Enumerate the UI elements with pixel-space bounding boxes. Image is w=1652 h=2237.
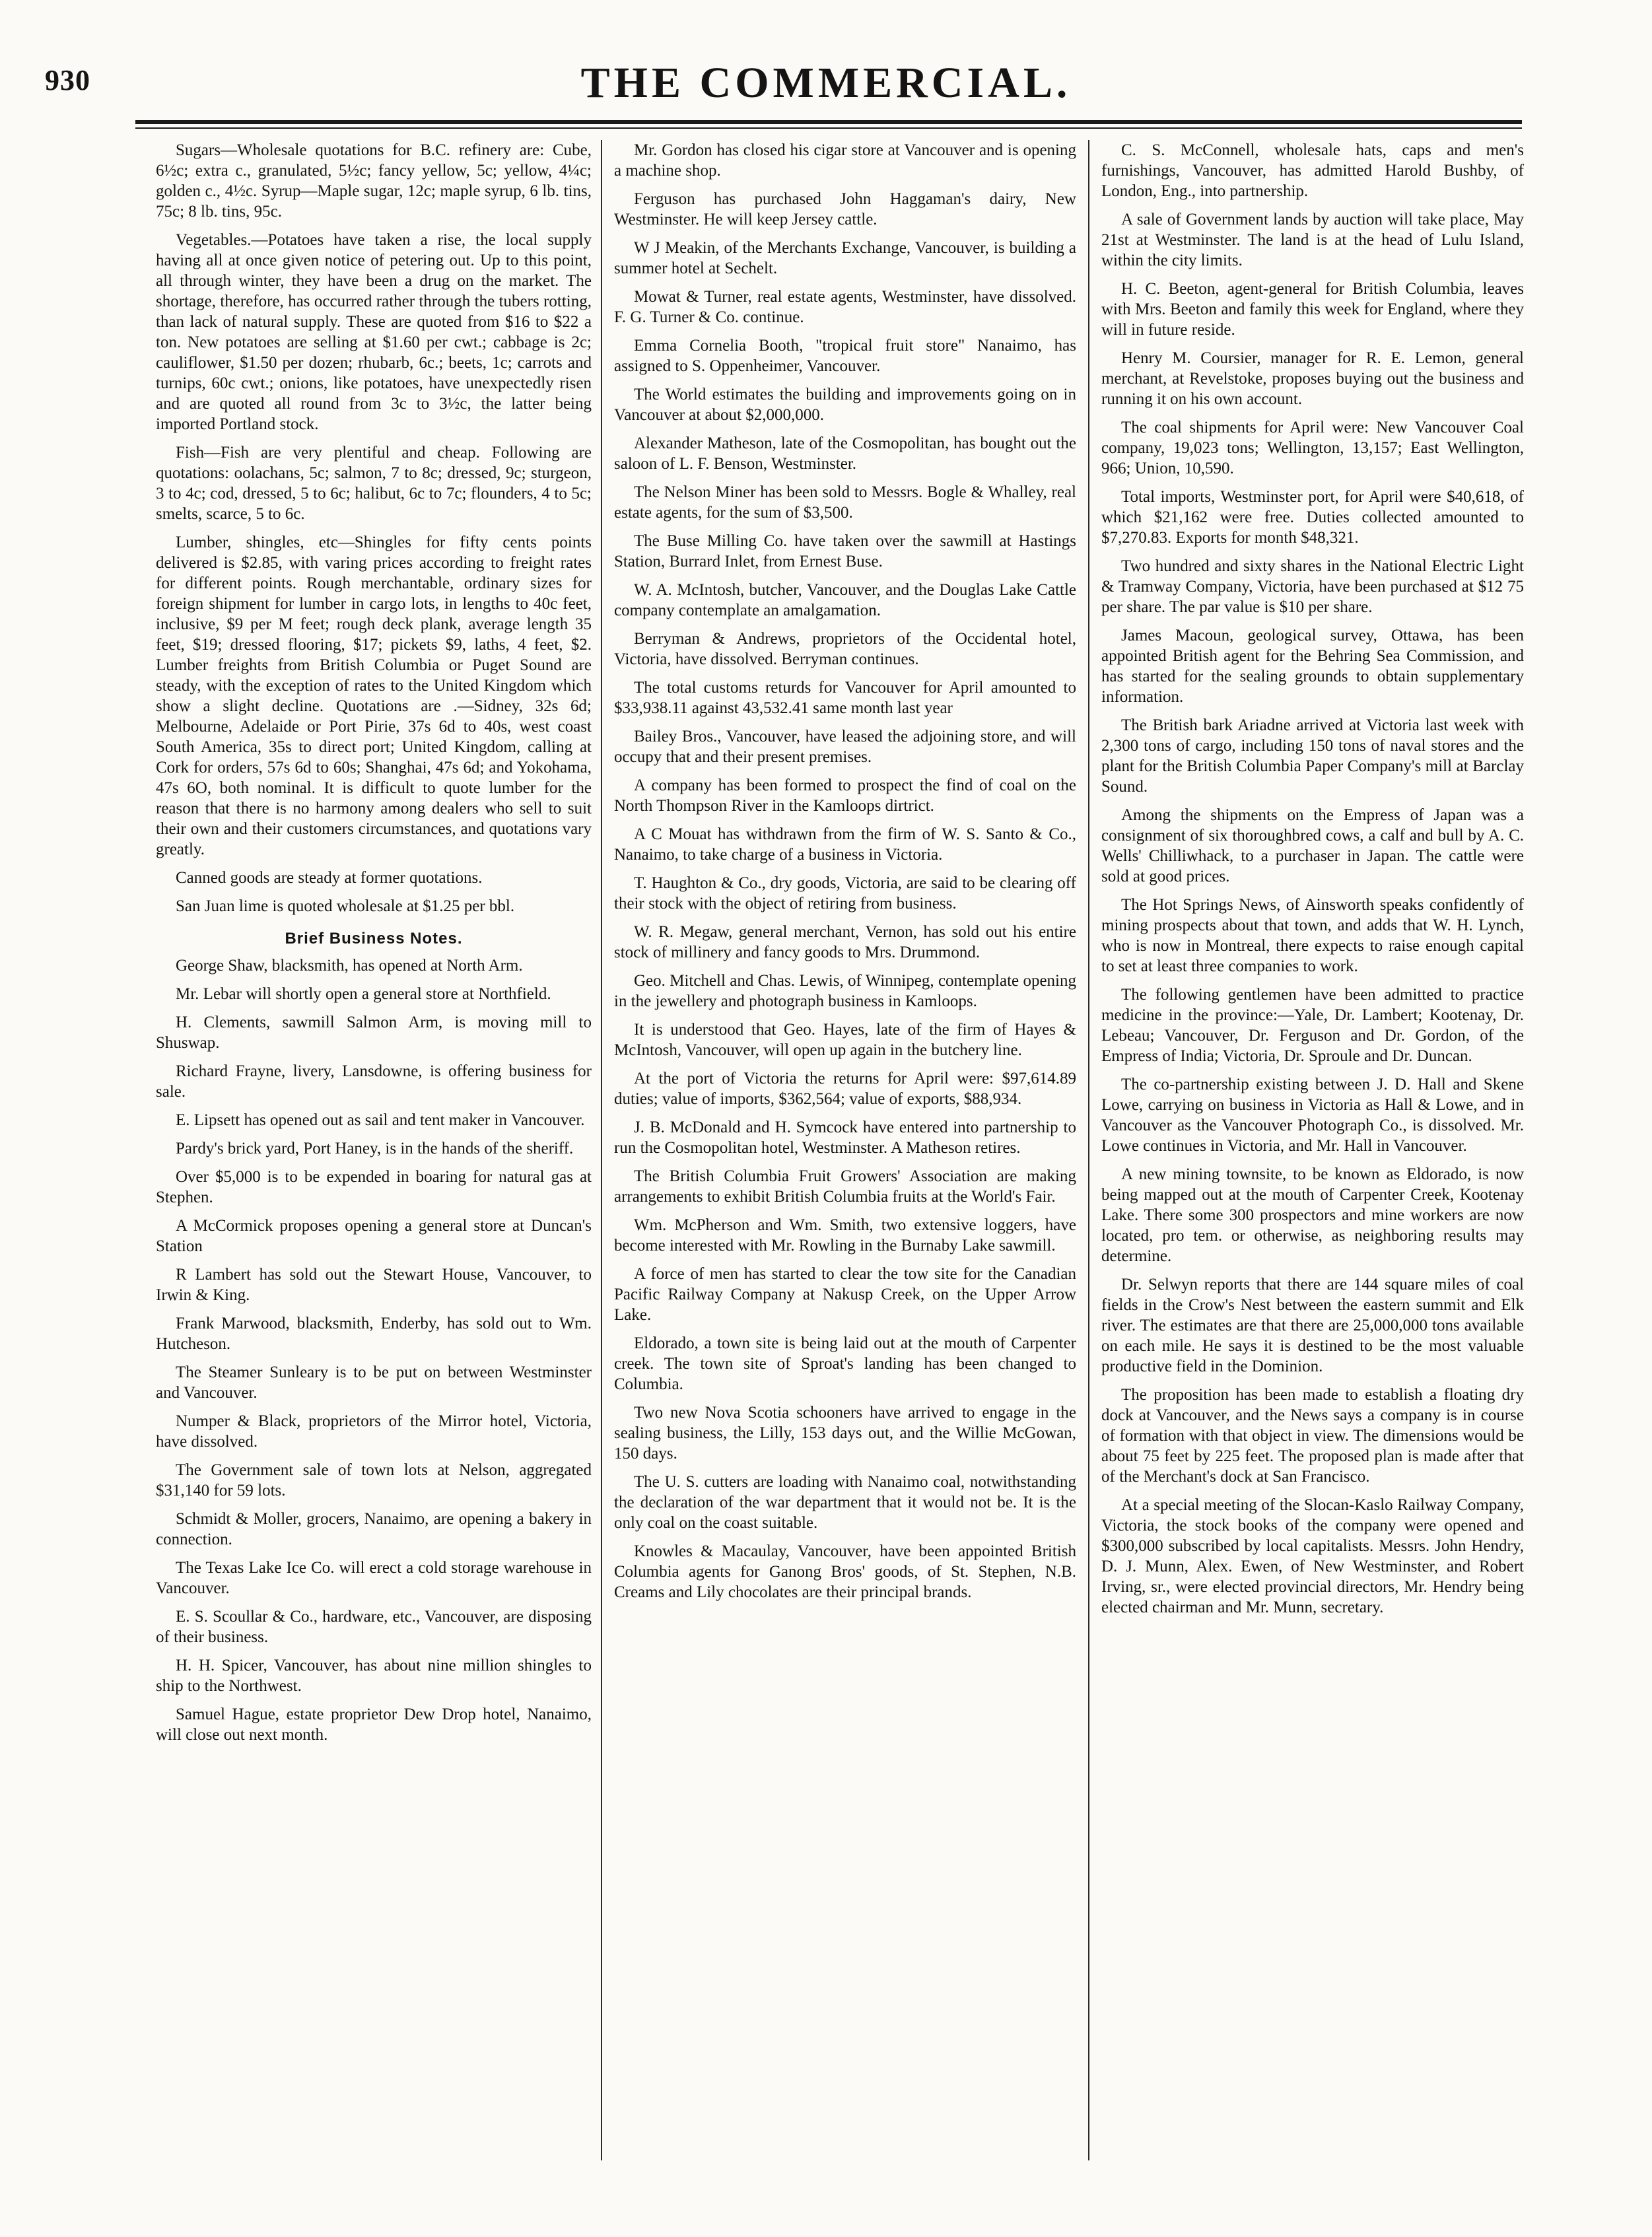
business-note: Among the shipments on the Empress of Japan was a consignment of six thoroughbred cows, a calf and bull by A. C. Wells' Chilliwhack, to a purchaser in Japan. The cattle were sold at good prices.: [1101, 806, 1524, 885]
business-note: Mowat & Turner, real estate agents, Westminster, have dissolved. F. G. Turner & Co. continue.: [614, 288, 1076, 326]
business-note: The Government sale of town lots at Nelson, aggregated $31,140 for 59 lots.: [156, 1461, 592, 1499]
business-note: Two hundred and sixty shares in the National Electric Light & Tramway Company, Victoria, have been purchased at $12 75 per share. The par value is $10 per share.: [1101, 557, 1524, 616]
market-paragraph: Vegetables.—Potatoes have taken a rise, the local supply having all at once given notice of petering out. Up to this point, all through winter, they have been a drug on the market. The shortage, therefore, has occurred rather through the tubers rotting, than lack of natural supply. These are quoted from $16 to $22 a ton. New potatoes are selling at $1.60 per cwt.; cabbage is 2c; cauliflower, $1.50 per dozen; rhubarb, 6c.; beets, 1c; carrots and turnips, 60c cwt.; onions, like potatoes, have unexpectedly risen and are quoted all round from 3c to 3½c, the latter being imported Portland stock.: [156, 231, 592, 433]
business-note: Schmidt & Moller, grocers, Nanaimo, are opening a bakery in connection.: [156, 1510, 592, 1548]
business-note: The Hot Springs News, of Ainsworth speaks confidently of mining prospects about that town, and adds that W. H. Lynch, who is now in Montreal, there expects to raise enough capital to set at least three companies to work.: [1101, 896, 1524, 975]
business-note: The following gentlemen have been admitted to practice medicine in the province:—Yale, Dr. Lambert; Kootenay, Dr. Lebeau; Vancouver, Dr. Ferguson and Dr. Gordon, of the Empress of India; Victoria, Dr. Sproule and Dr. Duncan.: [1101, 986, 1524, 1065]
business-note: A C Mouat has withdrawn from the firm of W. S. Santo & Co., Nanaimo, to take charge of a business in Victoria.: [614, 825, 1076, 864]
business-note: The British bark Ariadne arrived at Victoria last week with 2,300 tons of cargo, including 150 tons of naval stores and the plant for the British Columbia Paper Company's mill at Barclay Sound.: [1101, 716, 1524, 796]
business-note: Berryman & Andrews, proprietors of the Occidental hotel, Victoria, have dissolved. Berryman continues.: [614, 630, 1076, 668]
business-note: Emma Cornelia Booth, "tropical fruit store" Nanaimo, has assigned to S. Oppenheimer, Vancouver.: [614, 337, 1076, 375]
business-note: E. S. Scoullar & Co., hardware, etc., Vancouver, are disposing of their business.: [156, 1608, 592, 1646]
business-note: Henry M. Coursier, manager for R. E. Lemon, general merchant, at Revelstoke, proposes buying out the business and running it on his own account.: [1101, 349, 1524, 408]
market-paragraph: Lumber, shingles, etc—Shingles for fifty cents points delivered is $2.85, with varing prices according to freight rates for different points. Rough merchantable, ordinary sizes for foreign shipment for lumber in cargo lots, in lengths to 40c feet, inclusive, $9 per M feet; rough deck plank, average length 35 feet, $19; dressed flooring, $17; pickets $9, laths, 4 feet, $2. Lumber freights from British Columbia or Puget Sound are steady, with the exception of rates to the United Kingdom which show a slight decline. Quotations are .—Sidney, 32s 6d; Melbourne, Adelaide or Port Pirie, 37s 6d to 40s, west coast South America, 35s to direct port; United Kingdom, calling at Cork for orders, 57s 6d to 60s; Shanghai, 47s 6d; and Yokohama, 47s 6O, both nominal. It is difficult to quote lumber for the reason that there is no harmony among dealers who sell to suit their own and their customers circumstances, and quotations vary greatly.: [156, 533, 592, 858]
business-note: The Steamer Sunleary is to be put on between Westminster and Vancouver.: [156, 1363, 592, 1402]
business-note: W. A. McIntosh, butcher, Vancouver, and the Douglas Lake Cattle company contemplate an amalgamation.: [614, 581, 1076, 619]
market-paragraph: Fish—Fish are very plentiful and cheap. Following are quotations: oolachans, 5c; salmon, 7 to 8c; dressed, 9c; sturgeon, 3 to 4c; cod, dressed, 5 to 6c; halibut, 6c to 7c; flounders, 4 to 5c; smelts, scarce, 5 to 6c.: [156, 444, 592, 523]
business-note: The World estimates the building and improvements going on in Vancouver at about $2,000,000.: [614, 386, 1076, 424]
business-note: The proposition has been made to establish a floating dry dock at Vancouver, and the News says a company is in course of formation with that object in view. The dimensions would be about 75 feet by 225 feet. The proposed plan is made after that of the Merchant's dock at San Francisco.: [1101, 1386, 1524, 1486]
business-note: Pardy's brick yard, Port Haney, is in the hands of the sheriff.: [176, 1140, 574, 1157]
business-note: It is understood that Geo. Hayes, late of the firm of Hayes & McIntosh, Vancouver, will open up again in the butchery line.: [614, 1021, 1076, 1059]
header-rule-thick: [135, 120, 1522, 124]
column-3: [1101, 140, 1524, 2174]
business-note: Knowles & Macaulay, Vancouver, have been appointed British Columbia agents for Ganong Bros' goods, of St. Stephen, N.B. Creams and Lily chocolates are their principal brands.: [614, 1542, 1076, 1601]
market-paragraph: Sugars—Wholesale quotations for B.C. refinery are: Cube, 6½c; extra c., granulated, 5½c; fancy yellow, 5c; yellow, 4¼c; golden c., 4½c. Syrup—Maple sugar, 12c; maple syrup, 6 lb. tins, 75c; 8 lb. tins, 95c.: [156, 141, 592, 221]
business-note: W J Meakin, of the Merchants Exchange, Vancouver, is building a summer hotel at Sechelt.: [614, 239, 1076, 277]
business-note: A company has been formed to prospect the find of coal on the North Thompson River in the Kamloops dirtrict.: [614, 776, 1076, 815]
column-1: [156, 140, 592, 2174]
business-note: George Shaw, blacksmith, has opened at North Arm.: [176, 957, 523, 975]
business-note: E. Lipsett has opened out as sail and tent maker in Vancouver.: [176, 1111, 585, 1129]
business-note: A new mining townsite, to be known as Eldorado, is now being mapped out at the mouth of Carpenter Creek, Kootenay Lake. There some 300 prospectors and mine workers are now located, pro tem. or otherwise, as neighboring results may determine.: [1101, 1165, 1524, 1265]
business-note: H. Clements, sawmill Salmon Arm, is moving mill to Shuswap.: [156, 1014, 592, 1052]
header-rule-thin: [135, 127, 1522, 129]
business-note: C. S. McConnell, wholesale hats, caps and men's furnishings, Vancouver, has admitted Harold Bushby, of London, Eng., into partnership.: [1101, 141, 1524, 200]
business-note: Eldorado, a town site is being laid out at the mouth of Carpenter creek. The town site of Sproat's landing has been changed to Columbia.: [614, 1334, 1076, 1393]
market-paragraph: Canned goods are steady at former quotations.: [176, 869, 483, 887]
business-note: Over $5,000 is to be expended in boaring for natural gas at Stephen.: [156, 1168, 592, 1206]
business-note: Dr. Selwyn reports that there are 144 square miles of coal fields in the Crow's Nest between the eastern summit and Elk river. The estimates are that there are 25,000,000 tons available on each mile. He says it is destined to be the most valuable productive field in the Dominion.: [1101, 1276, 1524, 1375]
business-note: Two new Nova Scotia schooners have arrived to engage in the sealing business, the Lilly, 153 days out, and the Willie McGowan, 150 days.: [614, 1404, 1076, 1463]
column-divider-2: [1088, 140, 1089, 2160]
business-note: Mr. Lebar will shortly open a general store at Northfield.: [176, 985, 551, 1003]
business-note: H. H. Spicer, Vancouver, has about nine million shingles to ship to the Northwest.: [156, 1657, 592, 1695]
business-note: At a special meeting of the Slocan-Kaslo Railway Company, Victoria, the stock books of the company were opened and $300,000 subscribed by local capitalists. Messrs. John Hendry, D. J. Munn, Alex. Ewen, of New Westminster, and Robert Irving, sr., were elected provincial directors, Mr. Hendry being elected chairman and Mr. Munn, secretary.: [1101, 1496, 1524, 1616]
business-note: The Buse Milling Co. have taken over the sawmill at Hastings Station, Burrard Inlet, from Ernest Buse.: [614, 532, 1076, 570]
business-note: Ferguson has purchased John Haggaman's dairy, New Westminster. He will keep Jersey cattle.: [614, 190, 1076, 228]
page-header: [0, 0, 1652, 132]
business-note: The British Columbia Fruit Growers' Association are making arrangements to exhibit British Columbia fruits at the World's Fair.: [614, 1167, 1076, 1206]
business-note: A force of men has started to clear the tow site for the Canadian Pacific Railway Company at Nakusp Creek, on the Upper Arrow Lake.: [614, 1265, 1076, 1324]
column-2: [614, 140, 1076, 2174]
section-heading: Brief Business Notes.: [285, 930, 463, 947]
business-note: At the port of Victoria the returns for April were: $97,614.89 duties; value of imports, $362,564; value of exports, $88,934.: [614, 1070, 1076, 1108]
business-note: Samuel Hague, estate proprietor Dew Drop hotel, Nanaimo, will close out next month.: [156, 1705, 592, 1744]
business-note: A sale of Government lands by auction will take place, May 21st at Westminster. The land is at the head of Lulu Island, within the city limits.: [1101, 211, 1524, 269]
business-note: The total customs returds for Vancouver for April amounted to $33,938.11 against 43,532.41 same month last year: [614, 679, 1076, 717]
business-note: Mr. Gordon has closed his cigar store at Vancouver and is opening a machine shop.: [614, 141, 1076, 180]
page-number: 930: [45, 64, 90, 96]
column-divider-1: [601, 140, 602, 2160]
business-note: R Lambert has sold out the Stewart House, Vancouver, to Irwin & King.: [156, 1266, 592, 1304]
business-note: The Texas Lake Ice Co. will erect a cold storage warehouse in Vancouver.: [156, 1559, 592, 1597]
business-note: The U. S. cutters are loading with Nanaimo coal, notwithstanding the declaration of the war department that it would not be. It is the only coal on the coast suitable.: [614, 1473, 1076, 1532]
business-note: H. C. Beeton, agent-general for British Columbia, leaves with Mrs. Beeton and family this week for England, where they will in future reside.: [1101, 280, 1524, 339]
business-note: Total imports, Westminster port, for April were $40,618, of which $21,162 were free. Duties collected amounted to $7,270.83. Exports for month $48,321.: [1101, 488, 1524, 547]
market-paragraph: San Juan lime is quoted wholesale at $1.25 per bbl.: [176, 897, 515, 915]
business-note: James Macoun, geological survey, Ottawa, has been appointed British agent for the Behring Sea Commission, and has started for the sealing grounds to obtain supplementary information.: [1101, 627, 1524, 706]
business-note: Numper & Black, proprietors of the Mirror hotel, Victoria, have dissolved.: [156, 1412, 592, 1451]
business-note: A McCormick proposes opening a general store at Duncan's Station: [156, 1217, 592, 1255]
business-note: T. Haughton & Co., dry goods, Victoria, are said to be clearing off their stock with the object of retiring from business.: [614, 874, 1076, 912]
business-note: Alexander Matheson, late of the Cosmopolitan, has bought out the saloon of L. F. Benson, Westminster.: [614, 434, 1076, 473]
masthead-title: THE COMMERCIAL.: [580, 59, 1072, 107]
business-note: Geo. Mitchell and Chas. Lewis, of Winnipeg, contemplate opening in the jewellery and photograph business in Kamloops.: [614, 972, 1076, 1010]
business-note: The Nelson Miner has been sold to Messrs. Bogle & Whalley, real estate agents, for the sum of $3,500.: [614, 483, 1076, 522]
business-note: J. B. McDonald and H. Symcock have entered into partnership to run the Cosmopolitan hotel, Westminster. A Matheson retires.: [614, 1118, 1076, 1157]
business-note: The co-partnership existing between J. D. Hall and Skene Lowe, carrying on business in Victoria as Hall & Lowe, and in Vancouver as the Vancouver Photograph Co., is dissolved. Mr. Lowe continues in Victoria, and Mr. Hall in Vancouver.: [1101, 1076, 1524, 1155]
business-note: The coal shipments for April were: New Vancouver Coal company, 19,023 tons; Wellington, 13,157; East Wellington, 966; Union, 10,590.: [1101, 419, 1524, 477]
business-note: Bailey Bros., Vancouver, have leased the adjoining store, and will occupy that and their present premises.: [614, 728, 1076, 766]
business-note: W. R. Megaw, general merchant, Vernon, has sold out his entire stock of millinery and fancy goods to Mrs. Drummond.: [614, 923, 1076, 961]
business-note: Frank Marwood, blacksmith, Enderby, has sold out to Wm. Hutcheson.: [156, 1315, 592, 1353]
business-note: Wm. McPherson and Wm. Smith, two extensive loggers, have become interested with Mr. Rowling in the Burnaby Lake sawmill.: [614, 1216, 1076, 1255]
business-note: Richard Frayne, livery, Lansdowne, is offering business for sale.: [156, 1062, 592, 1101]
